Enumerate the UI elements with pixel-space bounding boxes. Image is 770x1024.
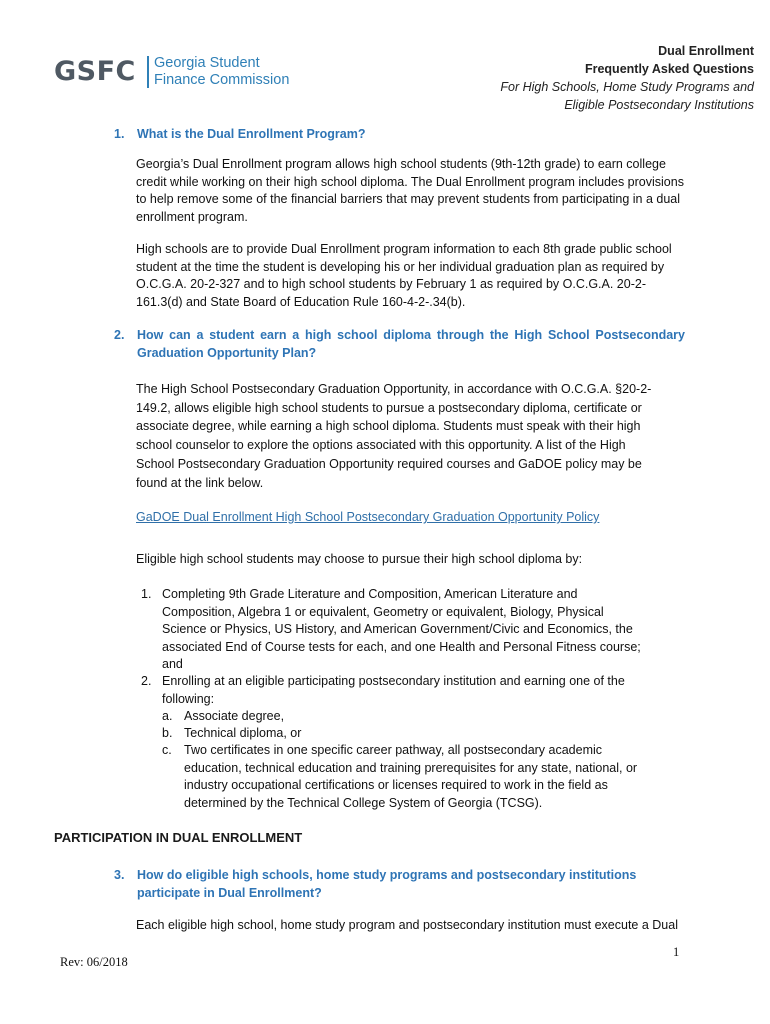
question-1-title: What is the Dual Enrollment Program? (137, 127, 366, 141)
header-audience-line2: Eligible Postsecondary Institutions (564, 98, 754, 112)
header-title: Dual Enrollment (658, 44, 754, 58)
question-3-paragraph-1: Each eligible high school, home study program and postsecondary institution must execute a Dual (136, 918, 678, 932)
document-header (500, 42, 754, 114)
revision-date: Rev: 06/2018 (60, 955, 128, 969)
sublist-item-b-text: Technical diploma, or (184, 726, 302, 740)
sublist-item-b-letter: b. (162, 726, 173, 740)
logo-name-line1: Georgia Student (154, 55, 260, 71)
list-item-2-text: Enrolling at an eligible participating postsecondary institution and earning one of the following: (162, 674, 625, 706)
question-2-number: 2. (114, 328, 125, 342)
question-2-paragraph-1: The High School Postsecondary Graduation Opportunity, in accordance with O.C.G.A. §20-2-149.2, allows eligible high school students to pursue a postsecondary diploma, certificate or associate degree, while earning a high school diploma. Students must speak with their high school counselor to explore the options associated with this opportunity. A list of the High School Postsecondary Graduation Opportunity required courses and GaDOE policy may be found at the link below. (136, 382, 652, 490)
section-heading-participation: PARTICIPATION IN DUAL ENROLLMENT (54, 830, 303, 845)
sublist-item-a-text: Associate degree, (184, 709, 285, 723)
gsfc-logo-name (154, 55, 289, 89)
question-2-heading (0, 326, 770, 366)
gadoe-policy-link[interactable]: GaDOE Dual Enrollment High School Postsecondary Graduation Opportunity Policy (136, 510, 600, 524)
sublist-item-a-letter: a. (162, 709, 173, 723)
sublist-item-c-text: Two certificates in one specific career pathway, all postsecondary academic education, technical education and training prerequisites for any state, national, or industry occupational certifications or licenses required to work in the field as determined by the Technical College System of Georgia (TCSG). (184, 743, 638, 810)
logo-name-line2: Finance Commission (154, 72, 290, 88)
question-2-title: How can a student earn a high school diploma through the High School Postsecondary Graduation Opportunity Plan? (137, 328, 685, 360)
question-3-title: How do eligible high schools, home study programs and postsecondary institutions participate in Dual Enrollment? (137, 868, 637, 900)
sublist-item-c-letter: c. (162, 743, 172, 757)
list-item-1-number: 1. (141, 587, 152, 601)
list-item-1-text: Completing 9th Grade Literature and Composition, American Literature and Composition, Algebra 1 or equivalent, Geometry or equivalent, Biology, Physical Science or Physics, US History, and American Government/Civic and Economics, the associated End of Course tests for each, and one Health and Personal Fitness course; and (162, 587, 641, 671)
question-1-number: 1. (114, 127, 125, 141)
list-item-2-number: 2. (141, 674, 152, 688)
page-number: 1 (673, 945, 680, 959)
question-1-paragraph-1: Georgia’s Dual Enrollment program allows high school students (9th-12th grade) to earn college credit while working on their high school diploma. The Dual Enrollment program includes provisions to help remove some of the financial barriers that may prevent students from participating in a dual enrollment program. (136, 157, 684, 224)
header-audience-line1: For High Schools, Home Study Programs and (500, 80, 754, 94)
question-3-number: 3. (114, 868, 125, 882)
logo-divider (147, 56, 149, 88)
header-subtitle: Frequently Asked Questions (584, 62, 754, 76)
question-2-paragraph-2: Eligible high school students may choose to pursue their high school diploma by: (136, 552, 583, 566)
gsfc-logo-mark: GSFC (54, 56, 136, 87)
question-1-paragraph-2: High schools are to provide Dual Enrollment program information to each 8th grade public school student at the time the student is developing his or her individual graduation plan as required by O.C.G.A. 20-2-327 and to high school students by February 1 as required by O.C.G.A. 20-2-161.3(d) and State Board of Education Rule 160-4-2-.34(b). (136, 242, 672, 309)
